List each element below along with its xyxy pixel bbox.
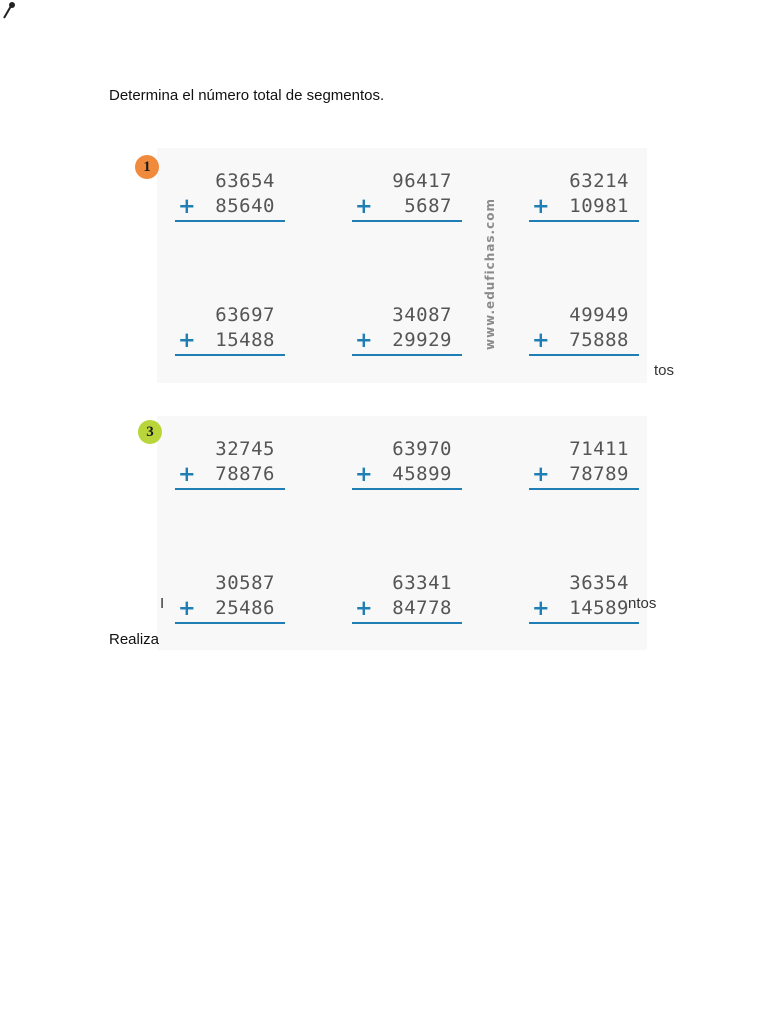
watermark: www.edufichas.com — [483, 198, 498, 350]
document-heading: Determina el número total de segmentos. — [109, 87, 385, 104]
plus-sign: + — [355, 596, 373, 620]
plus-sign: + — [178, 462, 196, 486]
underlying-text-fragment: ntos — [628, 595, 657, 612]
addition-problem — [175, 438, 285, 488]
sum-line — [175, 488, 285, 490]
addend-top: 71411 — [569, 438, 629, 460]
addition-problem — [352, 304, 462, 354]
addition-problem — [529, 572, 639, 622]
addend-bottom: 45899 — [392, 463, 452, 485]
addition-problem — [175, 304, 285, 354]
sum-line — [352, 220, 462, 222]
plus-sign: + — [355, 194, 373, 218]
addition-problem — [529, 304, 639, 354]
footer-text: Realiza — [109, 631, 160, 648]
addition-problem — [529, 438, 639, 488]
addition-problem — [352, 170, 462, 220]
sum-line — [529, 622, 639, 624]
addend-top: 63214 — [569, 170, 629, 192]
section-number-badge: 3 — [138, 420, 162, 444]
addition-problem — [175, 572, 285, 622]
sum-line — [352, 488, 462, 490]
plus-sign: + — [178, 328, 196, 352]
addend-bottom: 29929 — [392, 329, 452, 351]
sum-line — [352, 354, 462, 356]
addition-worksheet-image — [135, 148, 683, 650]
underlying-text-fragment: I — [160, 595, 165, 612]
addend-top: 30587 — [215, 572, 275, 594]
underlying-text-fragment: tos — [654, 362, 675, 379]
plus-sign: + — [178, 194, 196, 218]
plus-sign: + — [532, 462, 550, 486]
addend-bottom: 85640 — [215, 195, 275, 217]
addend-top: 49949 — [569, 304, 629, 326]
addend-bottom: 14589 — [569, 597, 629, 619]
sum-line — [175, 220, 285, 222]
addend-top: 32745 — [215, 438, 275, 460]
plus-sign: + — [178, 596, 196, 620]
addend-top: 63697 — [215, 304, 275, 326]
addend-top: 63341 — [392, 572, 452, 594]
sum-line — [175, 622, 285, 624]
addend-top: 63654 — [215, 170, 275, 192]
addend-top: 34087 — [392, 304, 452, 326]
sum-line — [175, 354, 285, 356]
sum-line — [352, 622, 462, 624]
addend-bottom: 10981 — [569, 195, 629, 217]
addend-bottom: 75888 — [569, 329, 629, 351]
addend-bottom: 78789 — [569, 463, 629, 485]
sum-line — [529, 488, 639, 490]
addend-bottom: 5687 — [404, 195, 452, 217]
addend-top: 36354 — [569, 572, 629, 594]
addend-top: 63970 — [392, 438, 452, 460]
plus-sign: + — [532, 328, 550, 352]
plus-sign: + — [355, 328, 373, 352]
addend-bottom: 15488 — [215, 329, 275, 351]
sum-line — [529, 354, 639, 356]
addition-problem — [175, 170, 285, 220]
addend-bottom: 25486 — [215, 597, 275, 619]
plus-sign: + — [532, 194, 550, 218]
plus-sign: + — [355, 462, 373, 486]
pin-icon — [0, 0, 20, 20]
addend-bottom: 84778 — [392, 597, 452, 619]
plus-sign: + — [532, 596, 550, 620]
addition-problem — [352, 438, 462, 488]
addition-problem — [529, 170, 639, 220]
section-number-badge: 1 — [135, 155, 159, 179]
addend-top: 96417 — [392, 170, 452, 192]
addend-bottom: 78876 — [215, 463, 275, 485]
sum-line — [529, 220, 639, 222]
addition-problem — [352, 572, 462, 622]
